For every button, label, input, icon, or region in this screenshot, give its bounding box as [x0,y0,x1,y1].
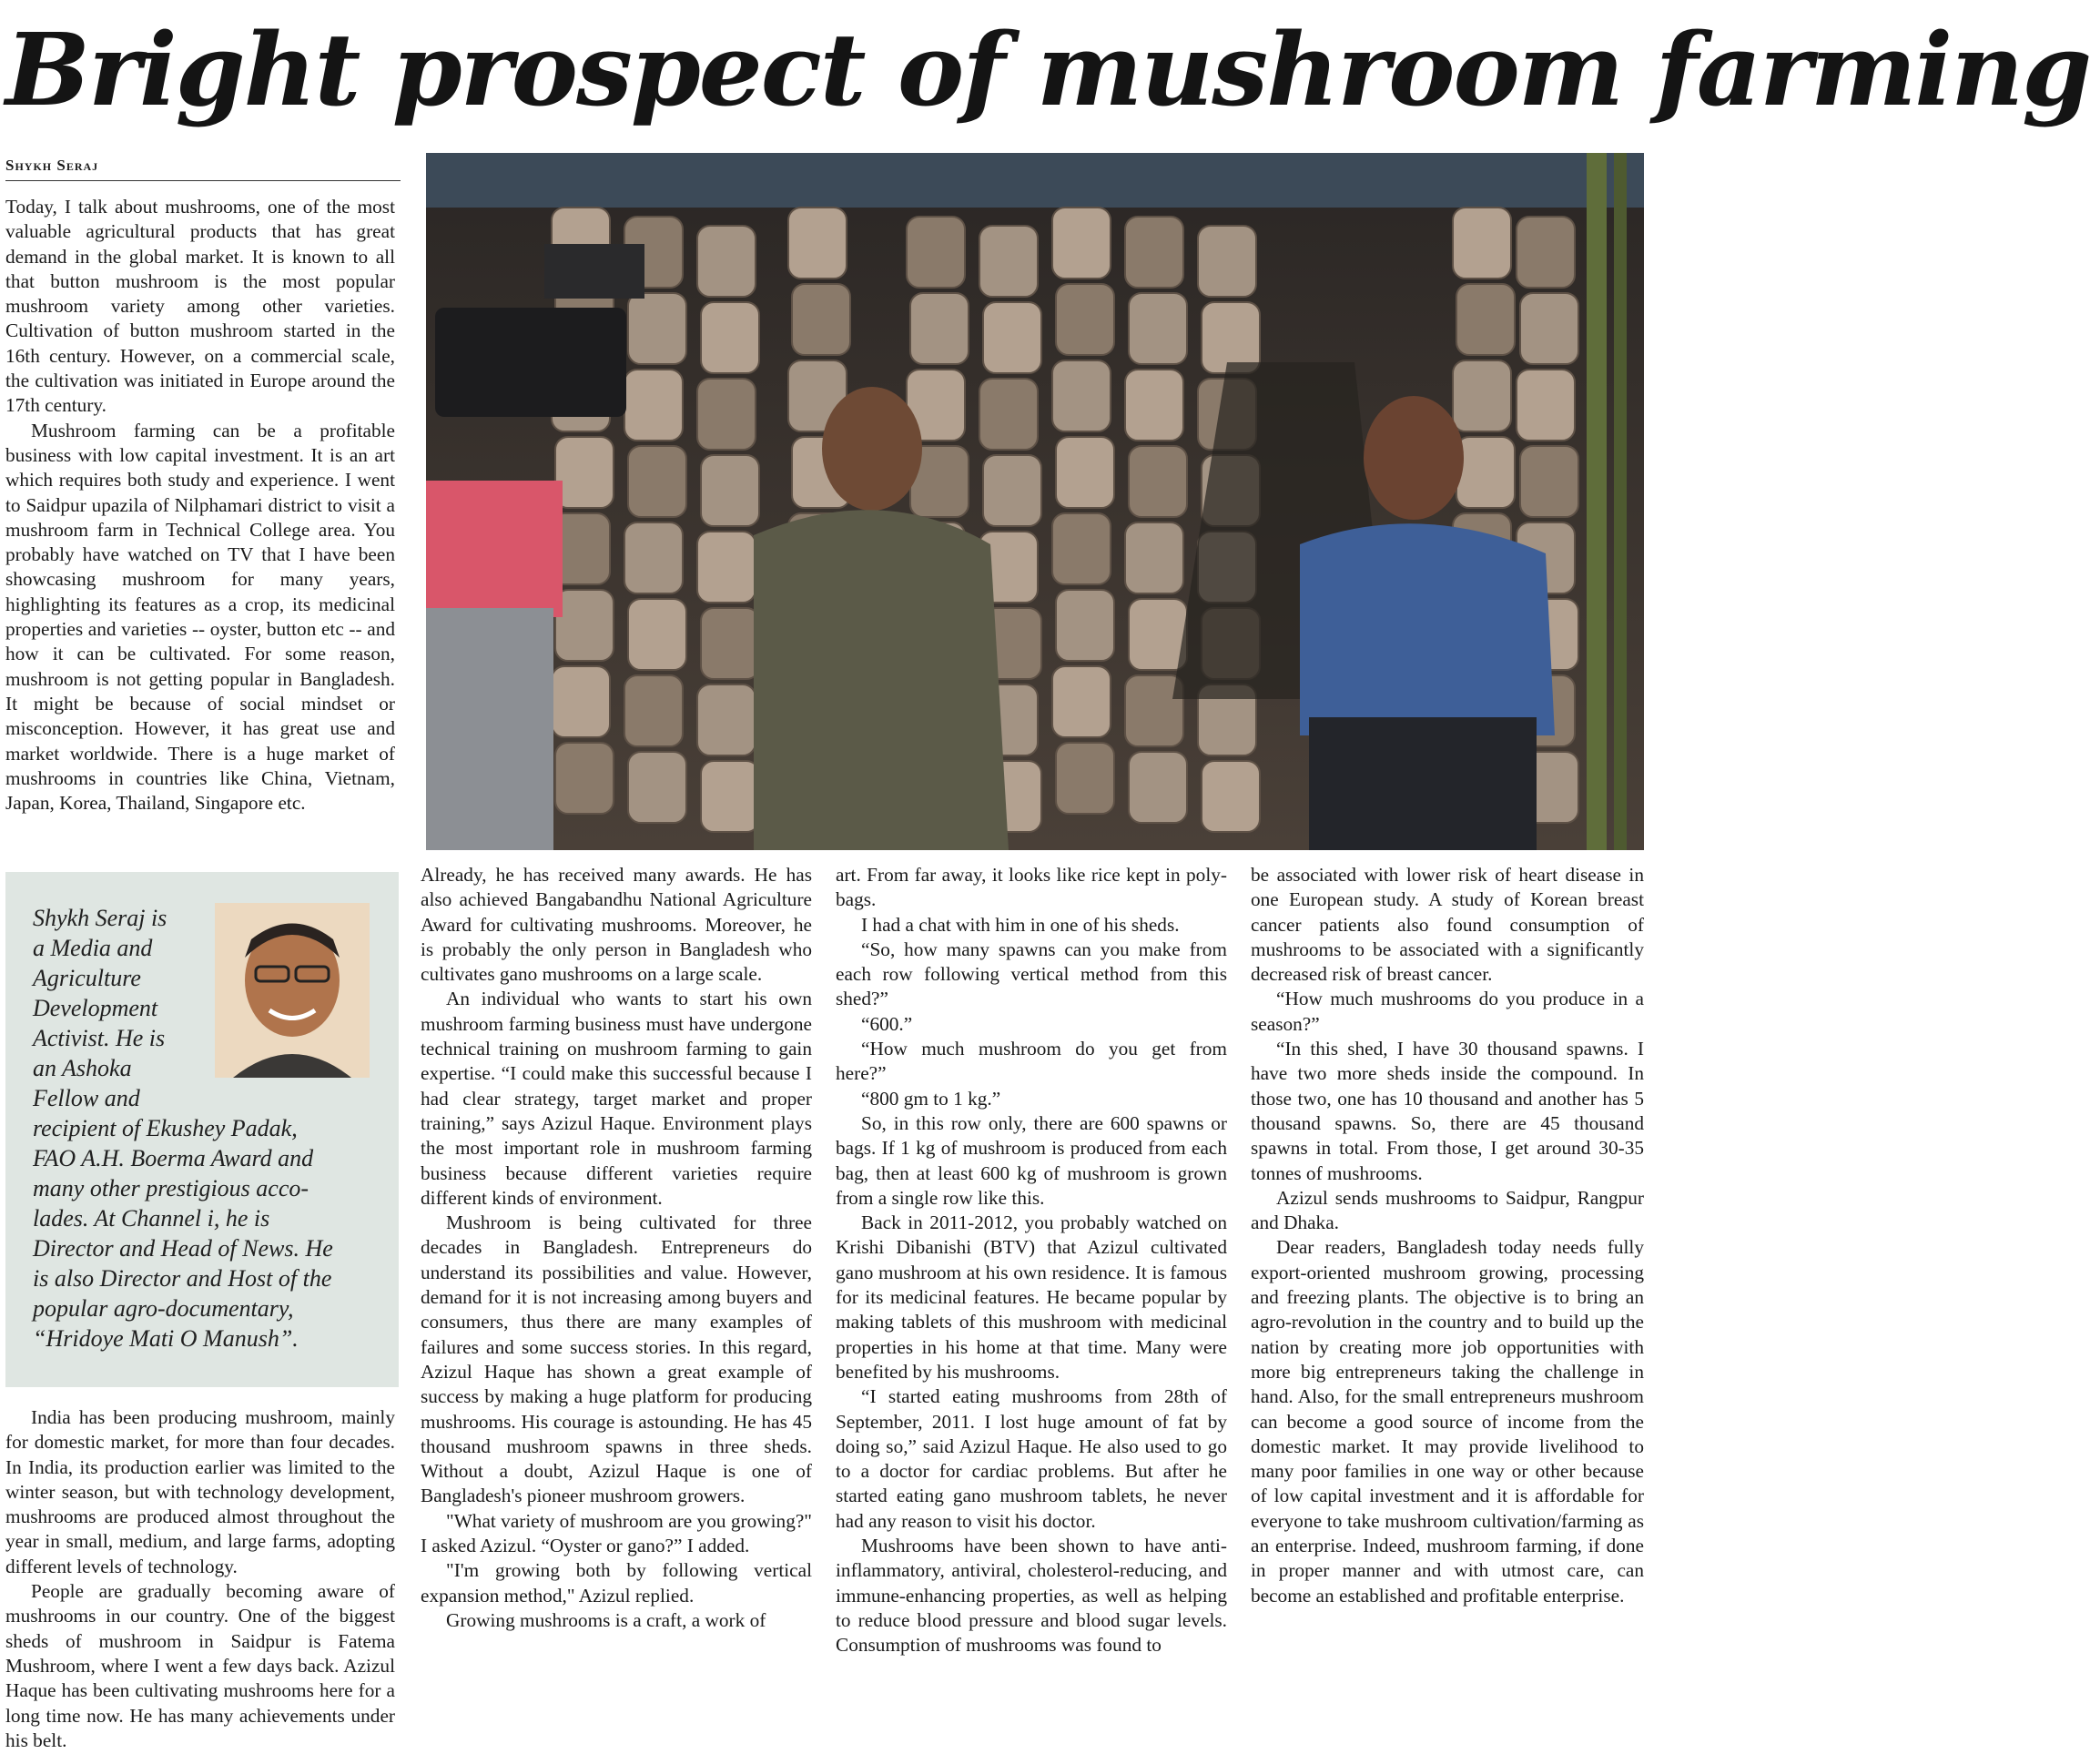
mushroom-bag [1453,208,1511,279]
mushroom-bag [1052,513,1111,584]
mushroom-bag [1052,360,1111,431]
mushroom-bag [624,370,683,441]
mushroom-bag [1456,284,1515,355]
mushroom-bag [697,226,756,297]
mushroom-bag [697,379,756,450]
paragraph: Mushroom farming can be a profitable business with low capital investment. It is an art which requires both study and experience. I went to Saidpur upazila of Nilphamari district to visit a mushroom farm in Technical College area. You probably have watched on TV that I have been showcasing mushroom for many years, highlighting its features as a crop, its medicinal properties and varieties -- oyster, button etc -- and how it can be cultivated. For some reason, mushroom is not getting popular in Bangladesh. It might be because of social mindset or misconception. However, it has great use and market worldwide. There is a huge market of mushrooms in countries like China, Vietnam, Japan, Korea, Thailand, Singapore etc. [5,419,395,815]
mushroom-bag [697,532,756,603]
mushroom-bag [624,675,683,746]
mushroom-bag [1520,293,1578,364]
mushroom-bag [1517,370,1575,441]
mushroom-bag [1056,743,1114,814]
mushroom-bag [628,293,686,364]
mushroom-bag [701,761,759,832]
mushroom-bag [1129,752,1187,823]
mushroom-bag [983,302,1041,373]
mushroom-bag [628,446,686,517]
mushroom-bag [555,743,614,814]
mushroom-bag [701,608,759,679]
author-bio: Shykh Seraj is a Media and Agriculture Development Activist. He is an Ashoka Fellow and recipient of Ekushey Padak, FAO A.H. Boerma Award and many other prestigious acco- lades. At Channel i, he is Director and Head of News. He is also Director and Host of the popular agro-documentary, “Hridoye Mati O Manush”. [33,905,333,1352]
paragraph: “800 gm to 1 kg.” [861,1087,1001,1110]
mushroom-bag [555,437,614,508]
paragraph: People are gradually becoming aware of mushrooms in our country. One of the biggest sheds of mushroom in Saidpur is Fatema Mushroom, where I went a few days back. Azizul Haque has been cultivating mushrooms here for a long time now. He has many achievements under his belt. [5,1580,395,1751]
paragraph: So, in this row only, there are 600 spawns or bags. If 1 kg of mushroom is produced from each bag, then at least 600 kg of mushroom is grown from a single row like this. [836,1111,1227,1209]
mushroom-bag [983,455,1041,526]
mushroom-bag [1125,370,1183,441]
mushroom-bag [788,208,847,279]
paragraph: “So, how many spawns can you make from each row following vertical method from this shed?” [836,938,1227,1010]
paragraph: be associated with lower risk of heart disease in one European study. A study of Korean breast cancer patients also found consumption of mushrooms to be associated with a significantly decreased risk of breast cancer. [1251,864,1644,986]
mushroom-bag [1125,217,1183,288]
mushroom-bag [1052,666,1111,737]
paragraph: I had a chat with him in one of his sheds. [861,913,1180,936]
mushroom-bag [1129,599,1187,670]
headline: Bright prospect of mushroom farming [5,11,2090,128]
column-4 [1251,863,1644,1764]
paragraph: Already, he has received many awards. He has also achieved Bangabandhu National Agriculture Award for cultivating mushrooms. Moreover, he is probably the only person in Bangladesh who cultivates gano mushrooms on a large scale. [421,864,812,986]
column-1-bottom [5,1405,395,1764]
mushroom-bag [628,752,686,823]
paragraph: Today, I talk about mushrooms, one of the most valuable agricultural products that has great demand in the global market. It is known to all that button mushroom is the most popular mushroom variety among other varieties. Cultivation of button mushroom started in the 16th century. However, on a commercial scale, the cultivation was initiated in Europe around the 17th century. [5,196,395,417]
mushroom-bag [1129,293,1187,364]
mushroom-bag [1453,360,1511,431]
paragraph: “How much mushrooms do you produce in a season?” [1251,988,1644,1035]
mushroom-bag [792,284,850,355]
author-bio-box [5,872,399,1387]
mushroom-bag [907,217,965,288]
mushroom-bag [1052,208,1111,279]
paragraph: Mushrooms have been shown to have anti-inflammatory, antiviral, cholesterol-reducing, and immune-enhancing properties, as well as helping to reduce blood pressure and blood sugar levels. Consumption of mushrooms was found to [836,1535,1227,1657]
mushroom-bag [979,379,1038,450]
mushroom-bag [624,522,683,593]
column-3 [836,863,1227,1764]
mushroom-bag [701,302,759,373]
mushroom-bag [1517,217,1575,288]
mushroom-bag [1456,437,1515,508]
mushroom-bag [697,684,756,755]
mushroom-bag [979,226,1038,297]
mushroom-bag [1056,590,1114,661]
paragraph: “In this shed, I have 30 thousand spawns. I have two more sheds inside the compound. In those two, one has 10 thousand and another has 5 thousand spawns. So, there are 45 thousand spawns in total. From those, I get around 30-35 tonnes of mushrooms. [1251,1038,1644,1184]
paragraph: Dear readers, Bangladesh today needs fully export-oriented mushroom growing, processing and freezing plants. The objective is to bring an agro-revolution in the country and to build up the nation by creating more job opportunities with more big entrepreneurs taking the challenge in hand. Also, for the small entrepreneurs mushroom can become a good source of income from the domestic market. It may provide livelihood to many poor families in one way or other because of low capital investment and it is affordable for everyone to take mushroom cultivation/farming as an enterprise. Indeed, mushroom farming, if done in proper manner and with utmost care, can become an established and profitable enterprise. [1251,1236,1644,1607]
mushroom-bag [1056,437,1114,508]
column-2 [421,863,812,1764]
paragraph: Mushroom is being cultivated for three decades in Bangladesh. Entrepreneurs do understand its possibilities and value. However, demand for it is not increasing among buyers and consumers, thus there are many examples of failures and some success stories. In this regard, Azizul Haque has shown a great example of success by making a huge platform for producing mushrooms. His courage is astounding. He has 45 thousand mushroom spawns in three sheds. Without a doubt, Azizul Haque is one of Bangladesh's pioneer mushroom growers. [421,1211,812,1507]
paragraph: art. From far away, it looks like rice kept in poly-bags. [836,864,1227,911]
paragraph: “I started eating mushrooms from 28th of September, 2011. I lost huge amount of fat by doing so,” said Azizul Haque. He also used to go to a doctor for cardiac problems. But after he started eating gano mushroom tablets, he never had any reason to visit his doctor. [836,1385,1227,1532]
paragraph: Back in 2011-2012, you probably watched on Krishi Dibanishi (BTV) that Azizul cultivated gano mushroom at his own residence. It is famous for its medicinal features. He became popular by making tablets of this mushroom with medicinal properties in his home at that time. Many were benefited by his mushrooms. [836,1211,1227,1383]
paragraph: India has been producing mushroom, mainly for domestic market, for more than four decades. In India, its production earlier was limited to the winter season, but with technology development, mushrooms are produced almost throughout the year in small, medium, and large farms, adopting different levels of technology. [5,1406,395,1577]
paragraph: Azizul sends mushrooms to Saidpur, Rangpur and Dhaka. [1251,1186,1644,1234]
column-1-top [5,195,395,861]
paragraph: An individual who wants to start his own mushroom farming business must have undergone technical training on mushroom farming to gain expertise. “I could make this successful because I had clear strategy, target market and proper training,” says Azizul Haque. Environment plays the most important role in mushroom farming business because different varieties require different kinds of environment. [421,988,812,1209]
paragraph: "What variety of mushroom are you growing?" I asked Azizul. “Oyster or gano?” I added. [421,1509,812,1557]
mushroom-bag [1198,226,1256,297]
paragraph: “600.” [861,1012,913,1035]
mushroom-bag [1129,446,1187,517]
paragraph: "I'm growing both by following vertical expansion method," Azizul replied. [421,1559,812,1607]
mushroom-bag [701,455,759,526]
mushroom-bag [555,590,614,661]
mushroom-bag [1202,761,1260,832]
mushroom-farm-photo [426,153,1644,850]
mushroom-bag [628,599,686,670]
byline: Shykh Seraj [5,157,401,181]
mushroom-bag [910,293,969,364]
mushroom-bag [552,666,610,737]
paragraph: Growing mushrooms is a craft, a work of [446,1608,766,1631]
mushroom-bag [1125,522,1183,593]
mushroom-bag [1056,284,1114,355]
paragraph: “How much mushroom do you get from here?” [836,1038,1227,1085]
author-portrait [215,903,370,1078]
mushroom-bag [1520,446,1578,517]
